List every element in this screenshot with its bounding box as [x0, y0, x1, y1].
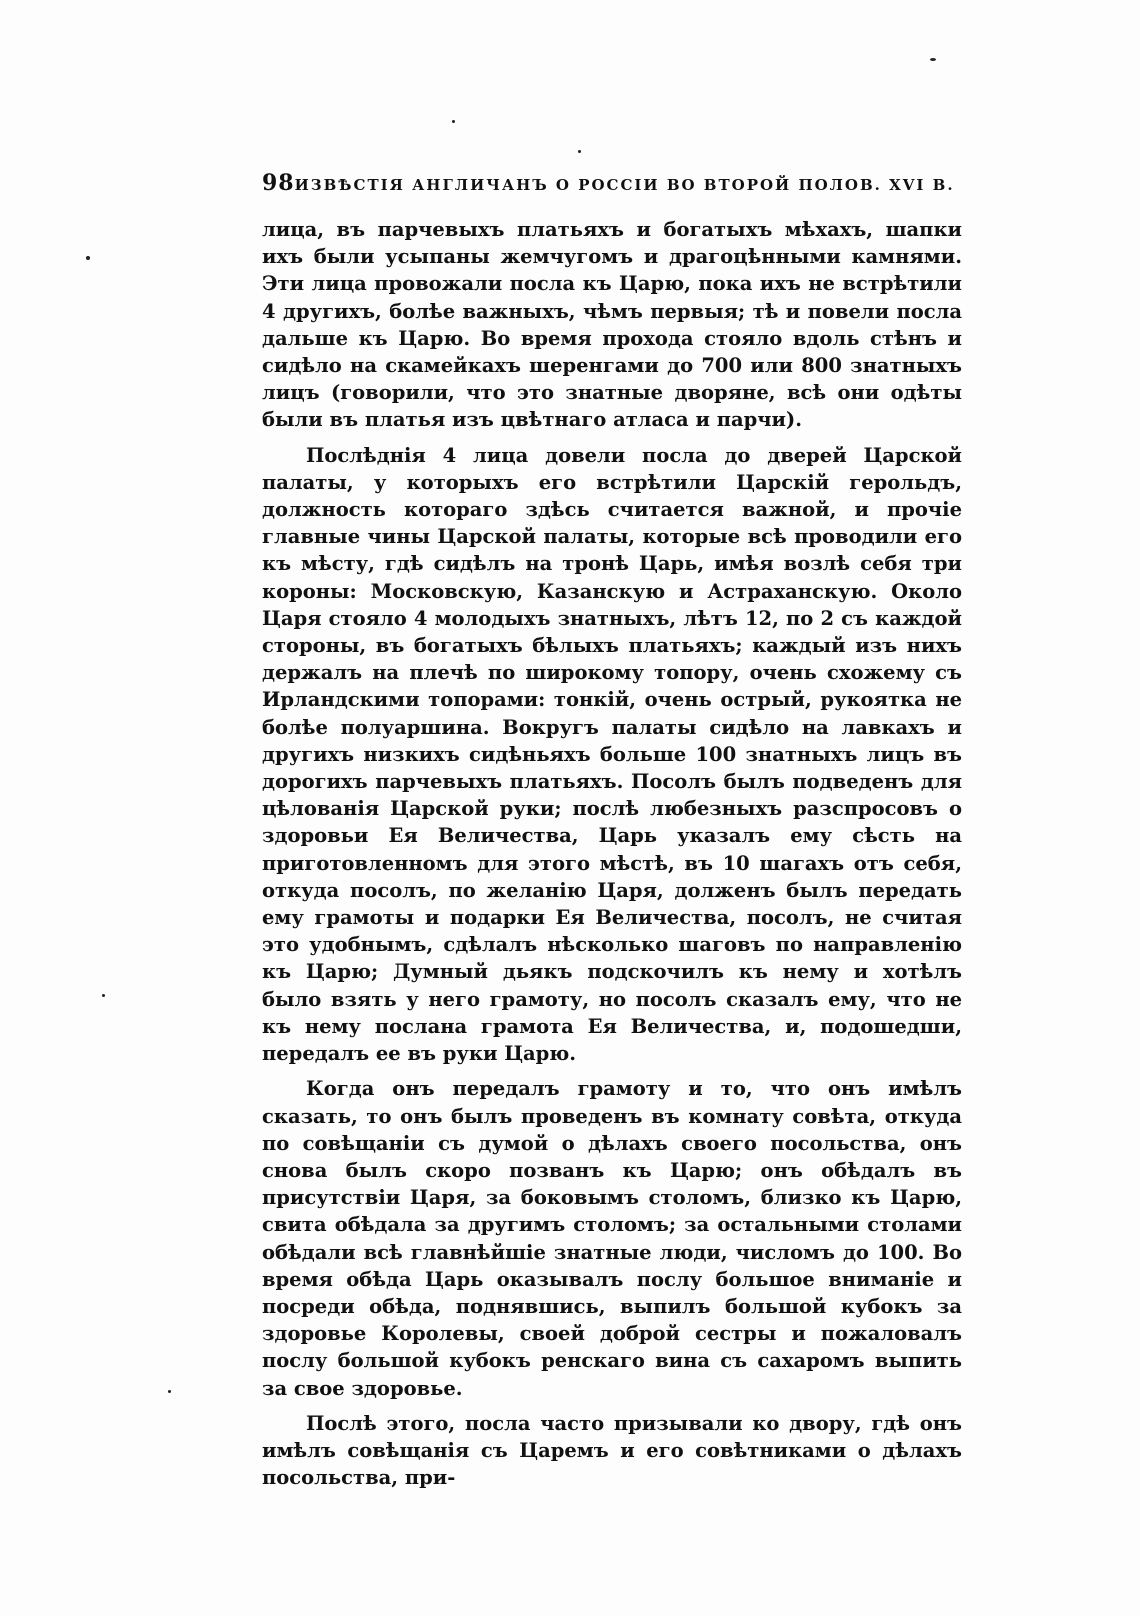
paragraph-continuation: лица, въ парчевыхъ платьяхъ и богатыхъ мѣхахъ, шапки ихъ были усыпаны жемчугомъ и драгоцѣнными камнями. Эти лица провожали посла къ Царю, пока ихъ не встрѣтили 4 другихъ, болѣе важныхъ, чѣмъ первыя; тѣ и повели посла дальше къ Царю. Во время прохода стояло вдоль стѣнъ и сидѣло на скамейкахъ шеренгами до 700 или 800 знатныхъ лицъ (говорили, что это знатные дворяне, всѣ они одѣты были въ платья изъ цвѣтнаго атласа и парчи).	[262, 218, 962, 432]
scan-speck	[930, 58, 936, 61]
scan-speck	[452, 120, 455, 123]
running-title: ИЗВѢСТІЯ АНГЛИЧАНЪ О РОССІИ ВО ВТОРОЙ ПОЛОВ. XVI В.	[294, 176, 955, 194]
page-header	[262, 170, 955, 200]
paragraph: Когда онъ передалъ грамоту и то, что онъ имѣлъ сказать, то онъ былъ проведенъ въ комнату совѣта, откуда по совѣщаніи съ думой о дѣлахъ своего посольства, онъ снова былъ скоро позванъ къ Царю; онъ обѣдалъ въ присутствіи Царя, за боковымъ столомъ, близко къ Царю, свита обѣдала за другимъ столомъ; за остальными столами обѣдали всѣ главнѣйшіе знатные люди, числомъ до 100. Во время обѣда Царь оказывалъ послу большое вниманіе и посреди обѣда, поднявшись, выпилъ большой кубокъ за здоровье Королевы, своей доброй сестры и пожаловалъ послу большой кубокъ ренскаго вина съ сахаромъ выпить за свое здоровье.	[262, 1077, 962, 1400]
page-number: 98	[262, 170, 295, 196]
scan-speck	[86, 256, 90, 260]
scan-speck	[578, 150, 581, 153]
body-text	[262, 216, 962, 1499]
paragraph: Послѣ этого, посла часто призывали ко двору, гдѣ онъ имѣлъ совѣщанія съ Царемъ и его совѣтниками о дѣлахъ посольства, при-	[262, 1411, 962, 1490]
paragraph: Послѣднія 4 лица довели посла до дверей Царской палаты, у которыхъ его встрѣтили Царскій герольдъ, должность котораго здѣсь считается важной, и прочіе главные чины Царской палаты, которые всѣ проводили его къ мѣсту, гдѣ сидѣлъ на тронѣ Царь, имѣя возлѣ себя три короны: Московскую, Казанскую и Астраханскую. Около Царя стояло 4 молодыхъ знатныхъ, лѣтъ 12, по 2 съ каждой стороны, въ богатыхъ бѣлыхъ платьяхъ; каждый изъ нихъ держалъ на плечѣ по широкому топору, очень схожему съ Ирландскими топорами: тонкій, очень острый, рукоятка не болѣе полуаршина. Вокругъ палаты сидѣло на лавкахъ и другихъ низкихъ сидѣньяхъ больше 100 знатныхъ лицъ въ дорогихъ парчевыхъ платьяхъ. Посолъ былъ подведенъ для цѣлованія Царской руки; послѣ любезныхъ разспросовъ о здоровьи Ея Величества, Царь указалъ ему сѣсть на приготовленномъ для этого мѣстѣ, въ 10 шагахъ отъ себя, откуда посолъ, по желанію Царя, долженъ былъ передать ему грамоты и подарки Ея Величества, посолъ, не считая это удобнымъ, сдѣлалъ нѣсколько шаговъ по направленію къ Царю; Думный дьякъ подскочилъ къ нему и хотѣлъ было взять у него грамоту, но посолъ сказалъ ему, что не къ нему послана грамота Ея Величества, и, подошедши, передалъ ее въ руки Царю.	[262, 443, 962, 1066]
scan-speck	[102, 994, 105, 997]
scan-speck	[168, 1390, 171, 1393]
